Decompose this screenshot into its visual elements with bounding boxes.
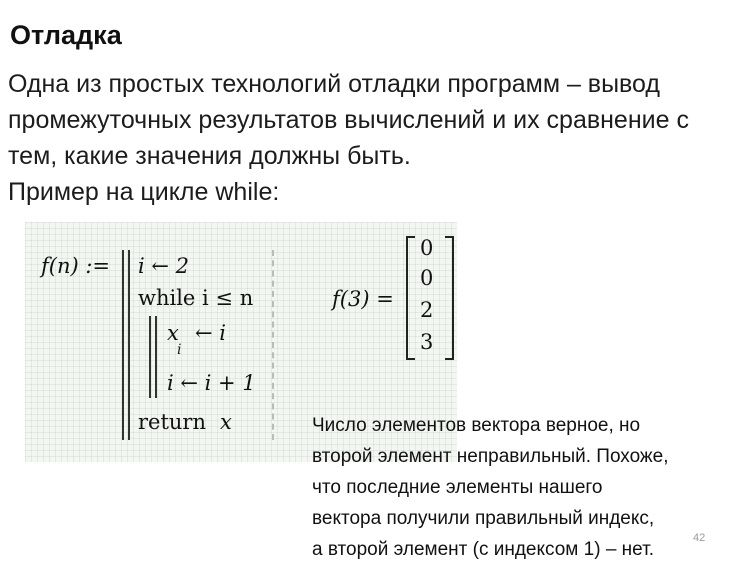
code-line-increment: i ← i + 1 <box>167 371 256 395</box>
body-line: Одна из простых технологий отладки программ – вывод <box>8 70 660 98</box>
vector-element: 0 <box>420 236 434 260</box>
body-line: тем, какие значения должны быть. <box>8 142 411 170</box>
slide-body-text <box>8 66 743 210</box>
code-line-return-var: x <box>220 410 232 434</box>
vector-element: 3 <box>420 330 434 354</box>
code-line-assign-var: x <box>167 321 179 345</box>
vector-bracket-left <box>406 236 415 360</box>
code-line-assign-rhs: ← i <box>195 321 226 345</box>
page-number: 42 <box>693 532 706 544</box>
vector-element: 2 <box>420 298 434 322</box>
loop-bar <box>149 316 151 398</box>
note-line: второй элемент неправильный. Похоже, <box>312 446 669 467</box>
note-line: что последние элементы нашего <box>312 477 603 498</box>
loop-bar-2 <box>155 316 157 398</box>
program-bar-outer <box>122 250 124 440</box>
program-bar-dashed <box>272 250 274 440</box>
code-line-while: while i ≤ n <box>138 286 254 310</box>
body-line: Пример на цикле while: <box>8 178 280 206</box>
debug-note <box>312 410 742 565</box>
note-line: а второй элемент (с индексом 1) – нет. <box>312 539 654 560</box>
result-vector <box>406 236 454 361</box>
program-bar-outer-2 <box>128 250 130 440</box>
code-line-return-kw: return <box>138 410 206 434</box>
body-line: промежуточных результатов вычислений и их сравнение с <box>8 106 689 134</box>
note-line: вектора получили правильный индекс, <box>312 508 655 529</box>
vector-bracket-right <box>445 236 454 360</box>
vector-element: 0 <box>420 266 434 290</box>
code-line-assign-sub: i <box>177 342 182 358</box>
slide-title: Отладка <box>10 20 122 50</box>
code-line-init: i ← 2 <box>138 254 190 278</box>
function-definition: f(n) := <box>41 254 111 278</box>
result-call: f(3) = <box>332 287 394 311</box>
note-line: Число элементов вектора верное, но <box>312 415 641 436</box>
